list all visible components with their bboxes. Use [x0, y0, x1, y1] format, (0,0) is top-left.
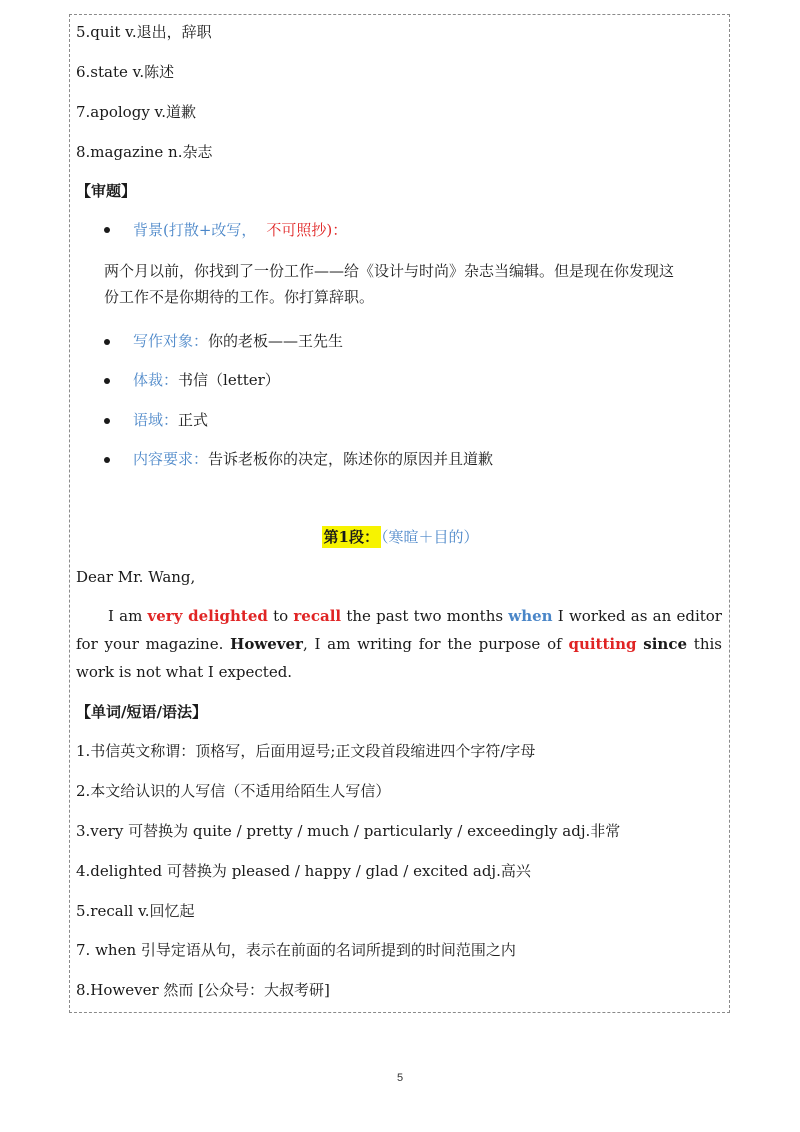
bullet-item — [133, 410, 208, 430]
background-label-head: 背景(打散+改写， — [133, 221, 257, 239]
keyword-recall: recall — [293, 607, 342, 625]
keyword-since: since — [643, 635, 688, 653]
bullet-item — [133, 449, 493, 469]
paragraph-title-highlight: 第1段： — [323, 528, 379, 546]
note-item: 2.本文给认识的人写信（不适用给陌生人写信） — [76, 782, 391, 800]
background-label-tail: 不可照抄)： — [266, 221, 348, 239]
vocab-item: 6.state v.陈述 — [76, 63, 175, 81]
keyword-however: However — [230, 635, 303, 653]
bullet-dot — [104, 457, 110, 463]
keyword-very-delighted: very delighted — [147, 607, 268, 625]
bullet-label: 体裁： — [133, 371, 179, 389]
bullet-label: 内容要求： — [133, 450, 209, 468]
bullet-dot — [104, 339, 110, 345]
bullet-value: 告诉老板你的决定，陈述你的原因并且道歉 — [208, 450, 494, 468]
bullet-item — [133, 370, 280, 390]
background-text-line: 份工作不是你期待的工作。你打算辞职。 — [104, 288, 375, 306]
text-run: to — [267, 607, 294, 625]
paragraph-title — [0, 526, 800, 548]
vocab-item: 8.magazine n.杂志 — [76, 143, 213, 161]
paragraph-subtitle: （寒暄＋目的） — [380, 528, 479, 546]
bullet-label: 语域： — [133, 411, 179, 429]
bullet-item — [133, 331, 343, 351]
bullet-label: 写作对象： — [133, 332, 209, 350]
text-run: the past two months — [341, 607, 509, 625]
letter-salutation: Dear Mr. Wang, — [76, 568, 196, 586]
text-run: I worked as an editor for your magazine. — [76, 607, 722, 653]
keyword-when: when — [508, 607, 553, 625]
bullet-value: 你的老板——王先生 — [208, 332, 344, 350]
text-run: I am — [108, 607, 148, 625]
page-number: 5 — [396, 1072, 404, 1084]
keyword-quitting: quitting — [568, 635, 637, 653]
bullet-dot — [104, 227, 110, 233]
bullet-dot — [104, 378, 110, 384]
review-heading: 【审题】 — [76, 182, 137, 200]
bullet-value: 书信（letter） — [178, 371, 280, 389]
background-text-line: 两个月以前，你找到了一份工作——给《设计与时尚》杂志当编辑。但是现在你发现这 — [104, 262, 675, 280]
words-heading: 【单词/短语/语法】 — [76, 703, 207, 721]
text-run: , I am writing for the purpose of — [302, 635, 569, 653]
note-item: 8.However 然而 [公众号：大叔考研] — [76, 981, 330, 999]
note-item: 5.recall v.回忆起 — [76, 902, 195, 920]
vocab-item: 7.apology v.道歉 — [76, 103, 197, 121]
note-item: 3.very 可替换为 quite / pretty / much / particularly / exceedingly adj.非常 — [76, 822, 621, 840]
text-run: this work is not what I expected. — [76, 635, 722, 681]
note-item: 1.书信英文称谓：顶格写，后面用逗号;正文段首段缩进四个字符/字母 — [76, 742, 536, 760]
background-text — [104, 258, 724, 310]
note-item: 7. when 引导定语从句，表示在前面的名词所提到的时间范围之内 — [76, 941, 516, 959]
bullet-dot — [104, 418, 110, 424]
letter-body — [76, 602, 722, 686]
note-item: 4.delighted 可替换为 pleased / happy / glad / excited adj.高兴 — [76, 862, 531, 880]
background-label — [133, 220, 347, 240]
bullet-value: 正式 — [178, 411, 209, 429]
vocab-item: 5.quit v.退出，辞职 — [76, 23, 212, 41]
